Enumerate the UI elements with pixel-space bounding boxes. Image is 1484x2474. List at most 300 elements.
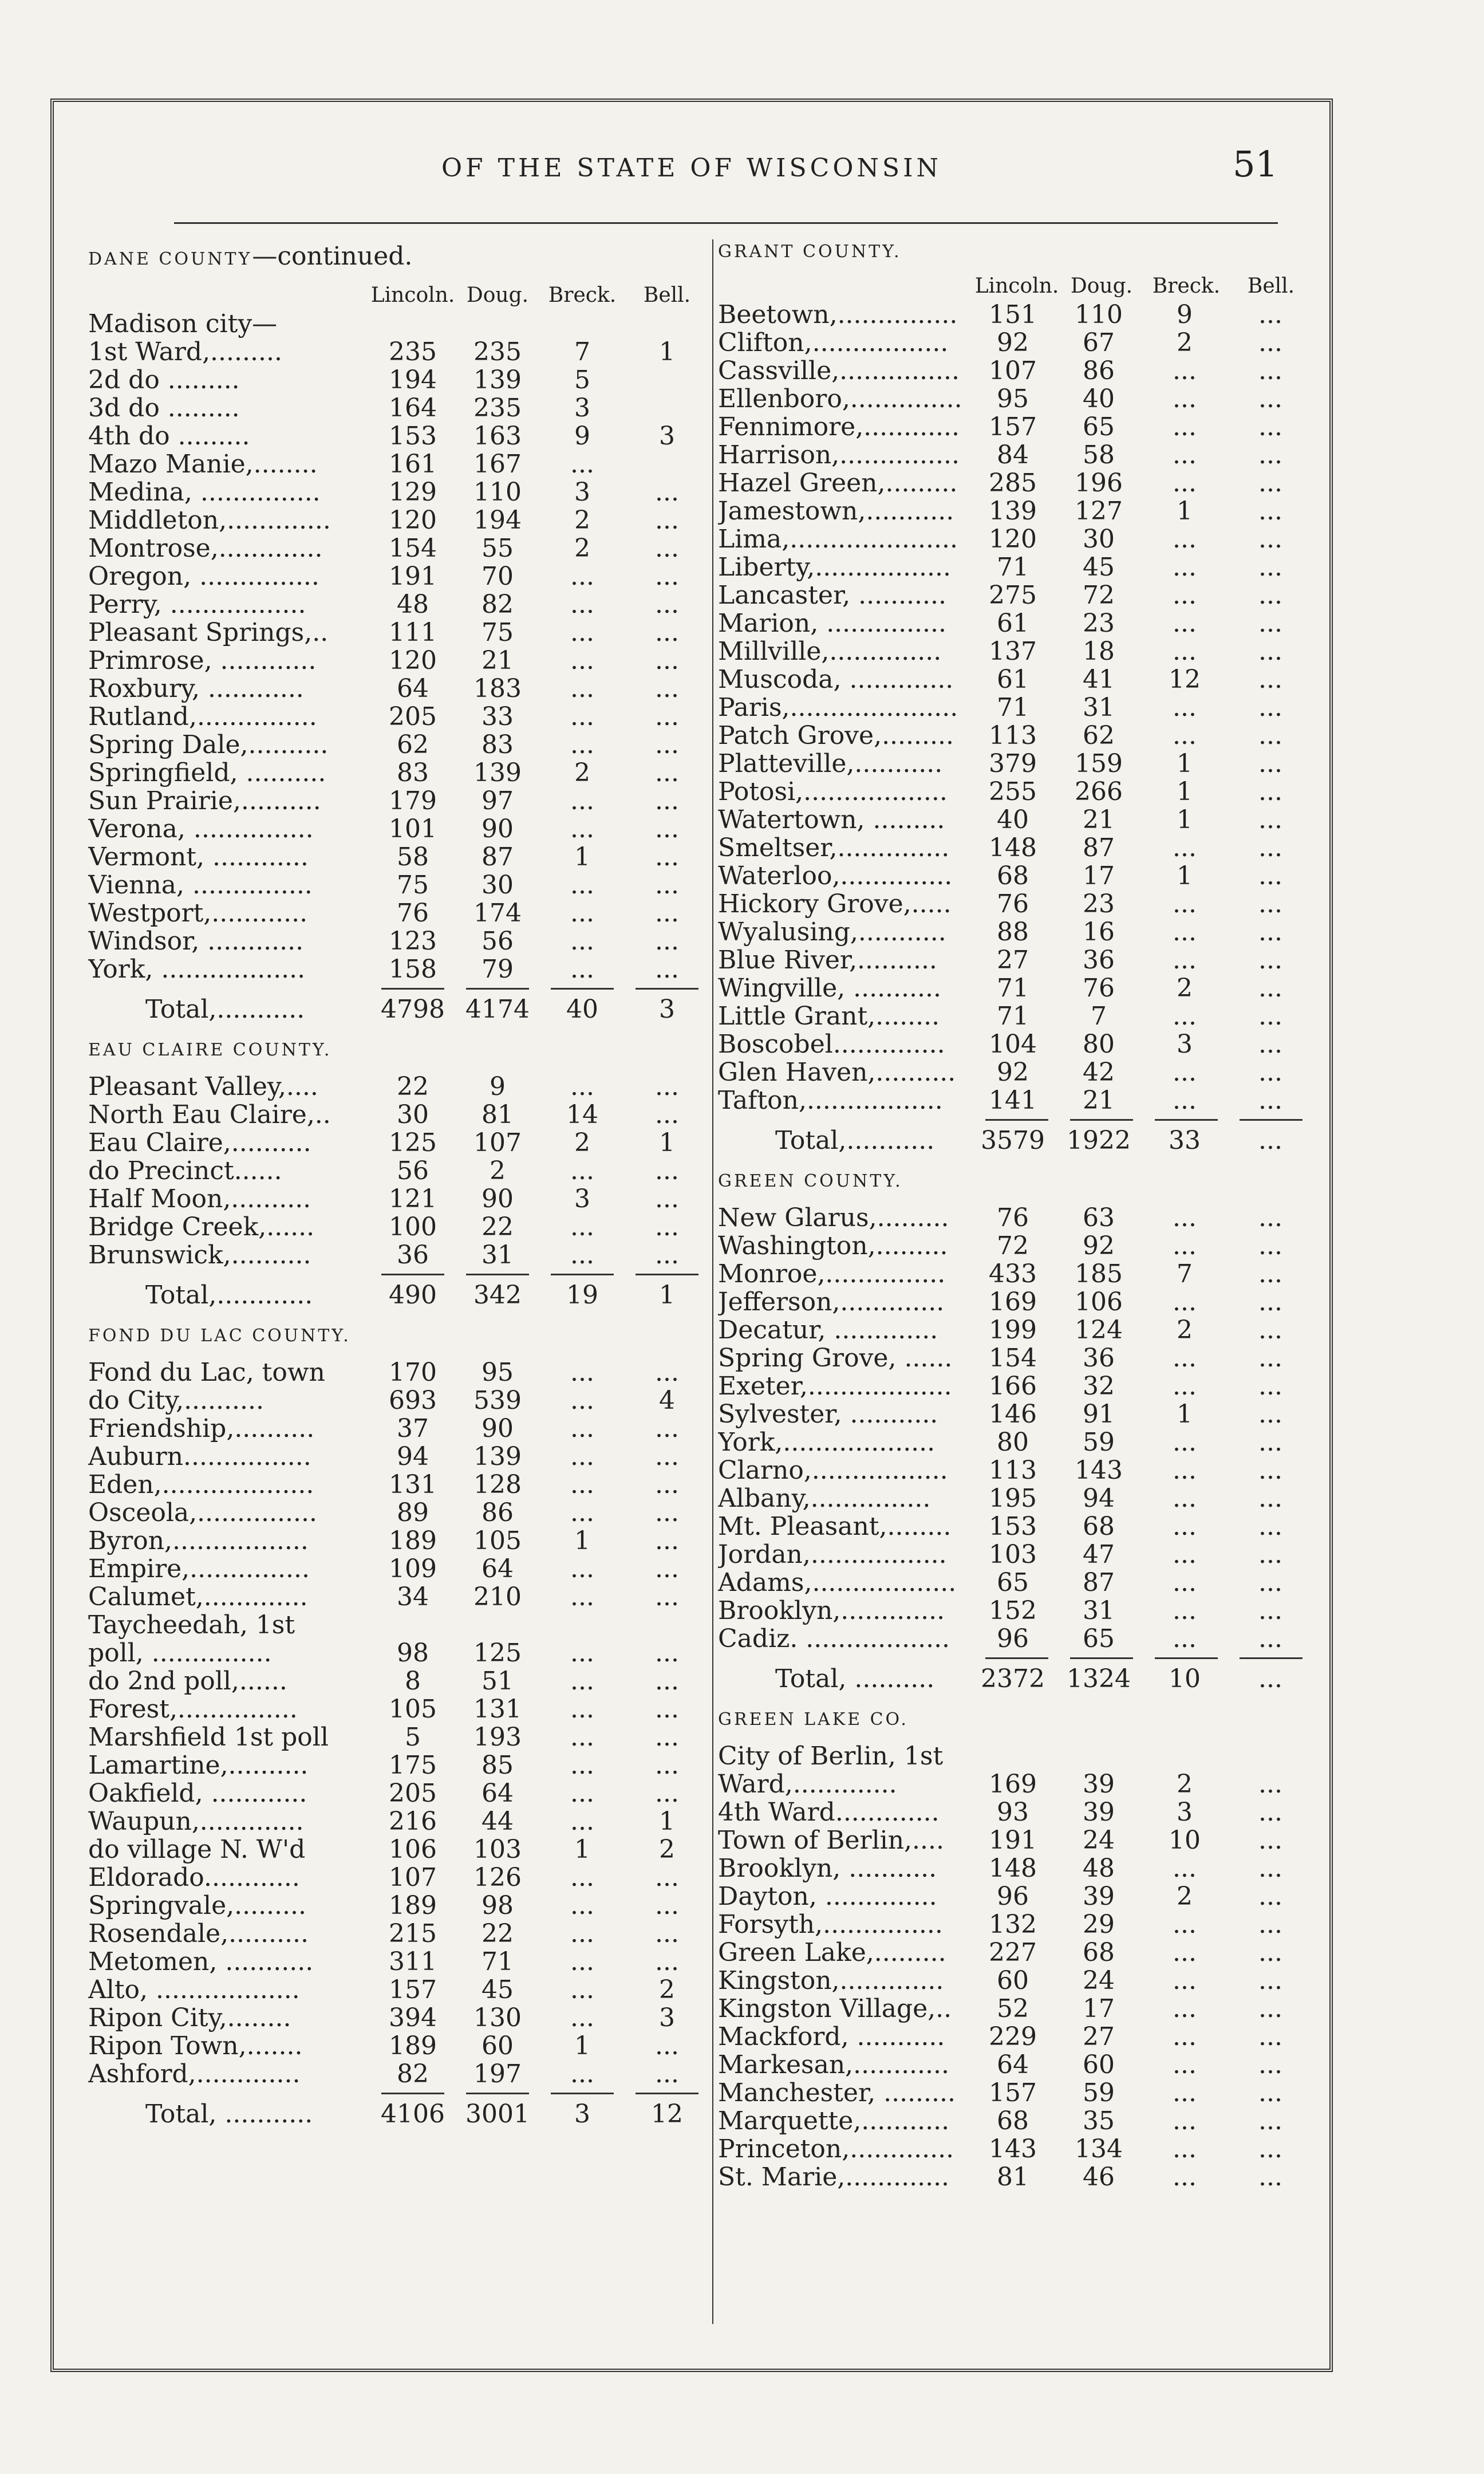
vote-cell: 199: [989, 1315, 1037, 1345]
table-row: [718, 722, 1313, 750]
vote-cell: 83: [397, 758, 429, 787]
vote-cell: ...: [1173, 1624, 1197, 1653]
township-name: 3d do .........: [88, 394, 240, 422]
vote-cell: 92: [1083, 1231, 1115, 1260]
vote-cell: 1: [574, 842, 590, 872]
vote-cell: ...: [1173, 1910, 1197, 1939]
vote-cell: [1228, 1742, 1313, 1770]
vote-cell: 48: [1083, 1854, 1115, 1883]
vote-cell: 255: [989, 777, 1037, 806]
vote-cell: 21: [481, 646, 514, 675]
table-row: [88, 590, 709, 618]
vote-cell: 62: [397, 730, 429, 759]
township-name: Beetown,...............: [718, 301, 958, 329]
vote-cell: ...: [570, 450, 594, 479]
township-name: Mt. Pleasant,........: [718, 1512, 952, 1541]
township-name: Paris,.....................: [718, 694, 958, 722]
total-cell: 3579: [981, 1126, 1045, 1155]
vote-cell: 185: [1075, 1259, 1123, 1289]
vote-cell: ...: [655, 562, 679, 591]
vote-cell: ...: [1258, 946, 1282, 975]
table-row: [88, 1129, 709, 1157]
township-name: Primrose, ............: [88, 647, 317, 675]
vote-cell: 1: [659, 1807, 675, 1836]
vote-cell: 169: [989, 1770, 1037, 1799]
vote-cell: 1: [574, 1526, 590, 1555]
vote-cell: ...: [1173, 1596, 1197, 1625]
vote-cell: 29: [1083, 1910, 1115, 1939]
vote-cell: ...: [1258, 412, 1282, 442]
township-name: Alto, ..................: [88, 1976, 300, 2004]
vote-cell: ...: [1258, 693, 1282, 722]
table-row: [718, 301, 1313, 329]
vote-cell: ...: [655, 1212, 679, 1242]
vote-cell: ...: [1258, 833, 1282, 862]
page-number: 51: [1233, 143, 1278, 185]
table-row: [718, 1597, 1313, 1625]
township-name: Liberty,.................: [718, 553, 951, 581]
vote-cell: ...: [570, 1638, 594, 1668]
township-name: Brooklyn,.............: [718, 1597, 945, 1625]
vote-cell: 128: [473, 1470, 522, 1499]
vote-cell: 96: [997, 1882, 1029, 1911]
vote-cell: 39: [1083, 1770, 1115, 1799]
vote-cell: ...: [1173, 1086, 1197, 1115]
vote-cell: 23: [1083, 889, 1115, 919]
vote-cell: 65: [997, 1568, 1029, 1597]
vote-cell: ...: [1258, 1484, 1282, 1513]
vote-cell: 189: [389, 2031, 437, 2061]
table-row: [88, 1779, 709, 1807]
table-row: [718, 385, 1313, 413]
table-row: [718, 1625, 1313, 1653]
page-frame: [50, 99, 1333, 2372]
vote-cell: 87: [1083, 1568, 1115, 1597]
vote-cell: 125: [473, 1638, 522, 1668]
township-name: Ellenboro,..............: [718, 385, 962, 413]
vote-cell: 83: [481, 730, 514, 759]
vote-cell: 36: [1083, 1344, 1115, 1373]
total-label: Total, ..........: [775, 1664, 935, 1693]
vote-cell: ...: [655, 1240, 679, 1270]
vote-cell: ...: [1173, 384, 1197, 413]
vote-cell: ...: [1258, 1882, 1282, 1911]
vote-cell: 158: [389, 955, 437, 984]
vote-cell: 23: [1083, 609, 1115, 638]
vote-cell: 2: [1177, 974, 1193, 1003]
vote-cell: ...: [1258, 1938, 1282, 1967]
table-row: [718, 2051, 1313, 2079]
total-cell: 19: [566, 1281, 598, 1310]
vote-cell: 71: [481, 1947, 514, 1976]
total-cell: 4106: [381, 2099, 445, 2129]
vote-cell: 81: [997, 2162, 1029, 2192]
column-divider: [712, 239, 713, 2324]
table-row: [88, 478, 709, 506]
table-row: [718, 1030, 1313, 1058]
table-row: [88, 759, 709, 787]
vote-cell: 27: [1083, 2022, 1115, 2051]
table-row: [718, 1372, 1313, 1400]
vote-cell: 3: [574, 393, 590, 423]
table-row: [718, 1086, 1313, 1114]
vote-cell: ...: [1258, 1030, 1282, 1059]
table-row: [718, 862, 1313, 890]
vote-cell: 59: [1083, 1428, 1115, 1457]
vote-cell: 65: [1083, 412, 1115, 442]
county-title-text: GRANT COUNTY.: [718, 242, 902, 262]
vote-cell: ...: [655, 674, 679, 703]
township-name: Clarno,.................: [718, 1456, 948, 1484]
vote-cell: ...: [1173, 1344, 1197, 1373]
vote-cell: ...: [1173, 1058, 1197, 1087]
township-name: Watertown, .........: [718, 806, 945, 834]
vote-cell: 92: [997, 1058, 1029, 1087]
vote-cell: ...: [1258, 1854, 1282, 1883]
vote-cell: 10: [1169, 1826, 1201, 1855]
vote-cell: 68: [1083, 1938, 1115, 1967]
vote-cell: 68: [1083, 1512, 1115, 1541]
township-name: Verona, ...............: [88, 815, 314, 843]
table-row: [718, 1260, 1313, 1288]
vote-cell: 9: [490, 1072, 506, 1101]
vote-cell: 1: [574, 1835, 590, 1864]
vote-cell: ...: [1258, 2106, 1282, 2136]
vote-cell: 121: [389, 1184, 437, 1214]
township-name: Lancaster, ...........: [718, 581, 946, 609]
vote-cell: 205: [389, 702, 437, 731]
township-name: poll, ...............: [88, 1639, 272, 1667]
table-row: [718, 1316, 1313, 1344]
vote-cell: 1: [1177, 805, 1193, 834]
vote-cell: 1: [1177, 497, 1193, 526]
township-name: Madison city—: [88, 310, 278, 338]
table-row: [88, 1948, 709, 1976]
vote-cell: ...: [1258, 300, 1282, 329]
vote-cell: 75: [397, 870, 429, 900]
county-title-text: GREEN COUNTY.: [718, 1171, 903, 1191]
vote-cell: 16: [1083, 917, 1115, 947]
vote-cell: ...: [1173, 693, 1197, 722]
township-name: Osceola,...............: [88, 1499, 317, 1527]
table-row: [718, 1882, 1313, 1910]
vote-cell: 2: [659, 1835, 675, 1864]
vote-cell: 109: [389, 1554, 437, 1583]
township-name: Wingville, ...........: [718, 974, 941, 1002]
vote-cell: 1: [1177, 861, 1193, 891]
vote-cell: 1: [574, 2031, 590, 2061]
vote-cell: ...: [1258, 777, 1282, 806]
vote-cell: ...: [1258, 1512, 1282, 1541]
vote-cell: 229: [989, 2022, 1037, 2051]
township-name: Platteville,...........: [718, 750, 943, 778]
vote-cell: 3: [1177, 1030, 1193, 1059]
vote-cell: 2: [659, 1975, 675, 2004]
township-name: Hickory Grove,.....: [718, 890, 952, 918]
vote-cell: ...: [655, 702, 679, 731]
township-name: Pleasant Springs,..: [88, 618, 329, 647]
total-cell: ...: [1258, 1126, 1282, 1155]
vote-cell: 39: [1083, 1882, 1115, 1911]
vote-cell: 120: [389, 646, 437, 675]
vote-cell: [1142, 1742, 1228, 1770]
vote-cell: 91: [1083, 1400, 1115, 1429]
township-name: Decatur, .............: [718, 1316, 938, 1344]
vote-cell: 56: [397, 1156, 429, 1185]
vote-cell: ...: [1258, 1910, 1282, 1939]
vote-cell: 124: [1075, 1315, 1123, 1345]
table-row: [718, 1910, 1313, 1939]
vote-cell: ...: [570, 1554, 594, 1583]
vote-cell: ...: [1173, 1456, 1197, 1485]
vote-cell: [455, 310, 540, 338]
vote-cell: 183: [473, 674, 522, 703]
vote-cell: ...: [1258, 1994, 1282, 2023]
vote-cell: 197: [473, 2059, 522, 2089]
vote-cell: 216: [389, 1807, 437, 1836]
township-name: Lamartine,..........: [88, 1751, 309, 1779]
vote-cell: ...: [1173, 946, 1197, 975]
vote-cell: 167: [473, 450, 522, 479]
vote-cell: [370, 1611, 455, 1639]
vote-cell: ...: [655, 1498, 679, 1527]
table-row: [88, 1185, 709, 1213]
vote-cell: 107: [989, 356, 1037, 385]
township-name: Washington,.........: [718, 1232, 948, 1260]
township-name: Forsyth,...............: [718, 1910, 943, 1939]
township-name: Princeton,.............: [718, 2135, 954, 2163]
table-row: [718, 806, 1313, 834]
township-name: Springvale,.........: [88, 1892, 306, 1920]
vote-cell: ...: [655, 814, 679, 844]
table-row: [88, 1443, 709, 1471]
vote-cell: ...: [1173, 1568, 1197, 1597]
table-row: [88, 618, 709, 647]
vote-cell: 86: [1083, 356, 1115, 385]
table-row: [88, 1611, 709, 1639]
vote-cell: 311: [389, 1947, 437, 1976]
township-name: Ashford,.............: [88, 2060, 301, 2088]
vote-cell: [1056, 1742, 1142, 1770]
vote-cell: 148: [989, 833, 1037, 862]
header-rule: [174, 222, 1278, 224]
township-name: Town of Berlin,....: [718, 1826, 944, 1854]
vote-cell: ...: [655, 842, 679, 872]
vote-cell: 3: [574, 1184, 590, 1214]
left-column: [88, 234, 709, 2145]
vote-cell: 157: [389, 1975, 437, 2004]
vote-cell: ...: [655, 1723, 679, 1752]
township-name: Jordan,.................: [718, 1541, 947, 1569]
vote-cell: 44: [481, 1807, 514, 1836]
vote-cell: 215: [389, 1919, 437, 1948]
vote-cell: ...: [570, 1779, 594, 1808]
vote-cell: ...: [1258, 609, 1282, 638]
table-row: [718, 2023, 1313, 2051]
vote-cell: ...: [1258, 2134, 1282, 2164]
table-row: [718, 694, 1313, 722]
vote-cell: 2: [574, 534, 590, 563]
total-cell: 1: [659, 1281, 675, 1310]
vote-cell: 164: [389, 393, 437, 423]
vote-cell: ...: [1258, 356, 1282, 385]
vote-cell: 113: [989, 1456, 1037, 1485]
county-title: [88, 242, 709, 271]
vote-cell: 94: [397, 1442, 429, 1471]
vote-cell: ...: [1258, 1540, 1282, 1569]
vote-cell: 71: [997, 974, 1029, 1003]
table-row: [88, 1723, 709, 1751]
vote-cell: ...: [1173, 1966, 1197, 1995]
vote-cell: 205: [389, 1779, 437, 1808]
vote-cell: 1: [659, 1128, 675, 1157]
township-name: Dayton, ..............: [718, 1882, 937, 1910]
township-name: Hazel Green,.........: [718, 469, 958, 497]
vote-cell: 90: [481, 814, 514, 844]
vote-cell: ...: [1258, 1624, 1282, 1653]
township-name: Sun Prairie,..........: [88, 787, 321, 815]
vote-cell: 169: [989, 1287, 1037, 1317]
vote-cell: 7: [1177, 1259, 1193, 1289]
vote-cell: 76: [397, 899, 429, 928]
table-row: [88, 1667, 709, 1695]
vote-cell: 47: [1083, 1540, 1115, 1569]
township-name: St. Marie,.............: [718, 2163, 950, 2191]
table-row: [88, 1241, 709, 1269]
table-row: [718, 1967, 1313, 1995]
county-section: [88, 242, 709, 1030]
vote-cell: 89: [397, 1498, 429, 1527]
vote-cell: ...: [1258, 525, 1282, 554]
township-name: 4th do .........: [88, 422, 250, 450]
vote-cell: [370, 310, 455, 338]
table-row: [88, 927, 709, 955]
total-cell: 40: [566, 995, 598, 1024]
vote-cell: 152: [989, 1596, 1037, 1625]
vote-cell: ...: [1258, 2050, 1282, 2079]
township-name: Kingston,.............: [718, 1967, 944, 1995]
column-header: Lincoln.: [974, 274, 1059, 298]
township-name: Perry, .................: [88, 590, 306, 618]
vote-cell: 52: [997, 1994, 1029, 2023]
header-spacer: [88, 283, 370, 310]
vote-cell: 36: [397, 1240, 429, 1270]
vote-cell: ...: [1258, 1231, 1282, 1260]
vote-cell: ...: [655, 506, 679, 535]
vote-cell: 30: [397, 1100, 429, 1129]
vote-cell: 2: [1177, 1315, 1193, 1345]
vote-cell: ...: [1173, 412, 1197, 442]
table-row: [88, 1555, 709, 1583]
vote-cell: 31: [1083, 693, 1115, 722]
township-name: Windsor, ............: [88, 927, 304, 955]
county-section: [718, 1709, 1313, 2191]
vote-cell: ...: [1173, 525, 1197, 554]
table-row: [718, 778, 1313, 806]
vote-cell: ...: [1258, 637, 1282, 666]
vote-cell: 76: [1083, 974, 1115, 1003]
vote-cell: 32: [1083, 1372, 1115, 1401]
vote-cell: ...: [655, 1947, 679, 1976]
vote-cell: ...: [570, 870, 594, 900]
vote-cell: ...: [1258, 1058, 1282, 1087]
vote-cell: 101: [389, 814, 437, 844]
table-row: [88, 955, 709, 983]
total-cell: 2372: [981, 1664, 1045, 1693]
vote-cell: 31: [1083, 1596, 1115, 1625]
vote-cell: 227: [989, 1938, 1037, 1967]
township-name: Wyalusing,...........: [718, 918, 946, 946]
vote-cell: 2: [1177, 1770, 1193, 1799]
vote-cell: ...: [655, 618, 679, 647]
vote-cell: 68: [997, 861, 1029, 891]
vote-cell: ...: [655, 1582, 679, 1612]
township-name: Glen Haven,..........: [718, 1058, 956, 1086]
vote-cell: ...: [1173, 2022, 1197, 2051]
township-name: Boscobel..............: [718, 1030, 945, 1058]
vote-cell: ...: [570, 590, 594, 619]
vote-cell: 189: [389, 1891, 437, 1920]
vote-cell: ...: [1173, 1372, 1197, 1401]
vote-cell: 97: [481, 786, 514, 816]
vote-cell: 210: [473, 1582, 522, 1612]
township-name: York,...................: [718, 1428, 936, 1456]
vote-cell: ...: [1173, 721, 1197, 750]
township-name: Auburn................: [88, 1443, 311, 1471]
vote-cell: 12: [1169, 665, 1201, 694]
vote-cell: 235: [473, 337, 522, 367]
vote-cell: 1: [659, 337, 675, 367]
vote-cell: 161: [389, 450, 437, 479]
township-name: Marshfield 1st poll: [88, 1723, 329, 1751]
vote-cell: ...: [655, 786, 679, 816]
vote-cell: 71: [997, 1002, 1029, 1031]
vote-cell: 40: [997, 805, 1029, 834]
vote-cell: ...: [655, 1414, 679, 1443]
total-cell: 33: [1169, 1126, 1201, 1155]
table-row: [88, 1892, 709, 1920]
vote-cell: 51: [481, 1667, 514, 1696]
vote-cell: ...: [1258, 805, 1282, 834]
vote-cell: ...: [1258, 581, 1282, 610]
vote-cell: ...: [570, 1156, 594, 1185]
vote-cell: 394: [389, 2003, 437, 2032]
vote-cell: ...: [1258, 1568, 1282, 1597]
vote-cell: ...: [1173, 1203, 1197, 1232]
vote-cell: 59: [1083, 2078, 1115, 2107]
vote-cell: ...: [570, 1807, 594, 1836]
vote-cell: 141: [989, 1086, 1037, 1115]
vote-cell: 285: [989, 468, 1037, 498]
vote-cell: ...: [1258, 1002, 1282, 1031]
vote-cell: 139: [473, 1442, 522, 1471]
total-cell: ...: [1258, 1664, 1282, 1693]
table-row: [718, 918, 1313, 946]
total-row: [88, 2094, 709, 2134]
total-cell: 10: [1169, 1664, 1201, 1693]
township-name: Exeter,..................: [718, 1372, 952, 1400]
county-title: [718, 1171, 1313, 1191]
county-section: [718, 242, 1313, 1161]
vote-cell: 1: [1177, 749, 1193, 778]
township-name: Albany,...............: [718, 1484, 931, 1512]
township-name: Ward,.............: [718, 1770, 897, 1798]
vote-cell: ...: [655, 2031, 679, 2061]
township-name: Eden,...................: [88, 1471, 314, 1499]
township-name: Cassville,...............: [718, 357, 960, 385]
table-row: [718, 413, 1313, 441]
vote-cell: 41: [1083, 665, 1115, 694]
